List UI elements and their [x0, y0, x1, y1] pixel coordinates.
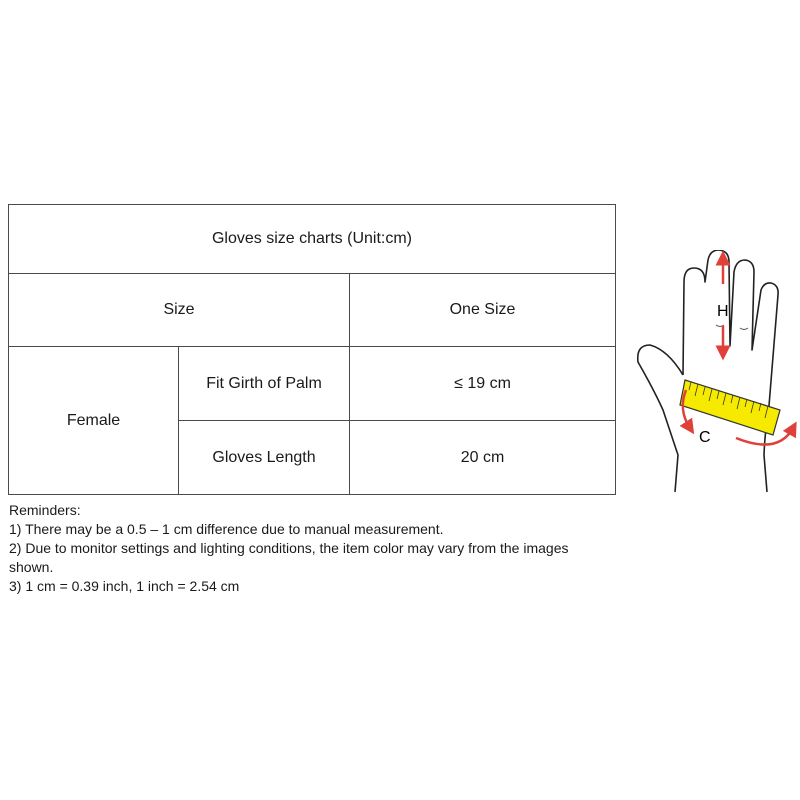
row-label-glove-length: Gloves Length [179, 421, 350, 495]
reminder-item: 3) 1 cm = 0.39 inch, 1 inch = 2.54 cm [9, 578, 240, 594]
row-value-palm-girth: ≤ 19 cm [350, 347, 616, 421]
reminder-item: 2) Due to monitor settings and lighting conditions, the item color may vary from the images shown. [9, 540, 569, 575]
table-title: Gloves size charts (Unit:cm) [9, 205, 616, 274]
gender-cell: Female [9, 347, 179, 495]
measuring-tape [680, 380, 780, 435]
hand-outline-icon [638, 250, 778, 492]
reminders-heading: Reminders: [9, 502, 81, 518]
hand-measurement-diagram [628, 250, 800, 500]
reminder-item: 1) There may be a 0.5 – 1 cm difference due to manual measurement. [9, 521, 444, 537]
size-header: Size [9, 274, 350, 347]
reminders [9, 501, 609, 596]
size-chart-table [8, 204, 616, 495]
size-value: One Size [350, 274, 616, 347]
row-label-palm-girth: Fit Girth of Palm [179, 347, 350, 421]
circumference-label: C [699, 429, 711, 446]
row-value-glove-length: 20 cm [350, 421, 616, 495]
height-label: H [717, 303, 729, 320]
